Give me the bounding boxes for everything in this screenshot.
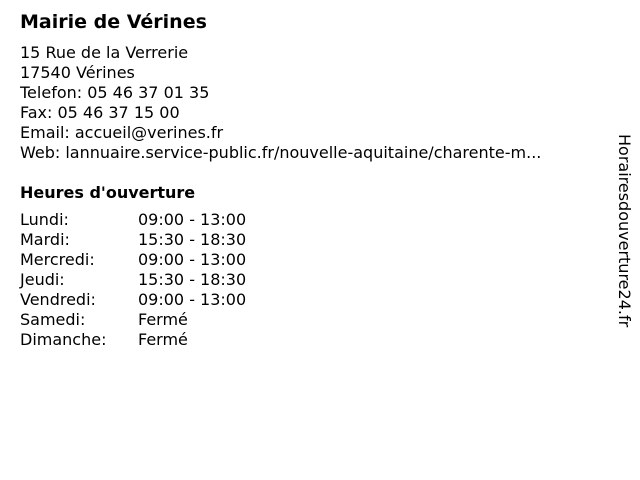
hours-row-saturday: [20, 310, 610, 330]
hours-row-friday: [20, 290, 610, 310]
hours-row-tuesday: [20, 230, 610, 250]
page-title: Mairie de Vérines: [20, 11, 207, 33]
street-address: 15 Rue de la Verrerie: [20, 43, 189, 62]
time-range: 09:00 - 13:00: [138, 250, 247, 269]
phone-number: Telefon: 05 46 37 01 35: [20, 83, 210, 102]
day-label: Mercredi:: [20, 250, 95, 269]
time-range: Fermé: [138, 310, 188, 329]
time-range: 15:30 - 18:30: [138, 270, 247, 289]
opening-hours-list: [20, 210, 610, 350]
day-label: Jeudi:: [20, 270, 65, 289]
hours-row-sunday: [20, 330, 610, 350]
time-range: Fermé: [138, 330, 188, 349]
postal-city: 17540 Vérines: [20, 63, 135, 82]
website-url: Web: lannuaire.service-public.fr/nouvelle-aquitaine/charente-m...: [20, 143, 542, 162]
business-card: [20, 10, 610, 350]
time-range: 15:30 - 18:30: [138, 230, 247, 249]
day-label: Dimanche:: [20, 330, 107, 349]
day-label: Samedi:: [20, 310, 86, 329]
brand-watermark: Horairesdouverture24.fr: [615, 134, 634, 328]
email-address: Email: accueil@verines.fr: [20, 123, 224, 142]
day-label: Lundi:: [20, 210, 69, 229]
opening-hours-heading: Heures d'ouverture: [20, 183, 196, 202]
time-range: 09:00 - 13:00: [138, 290, 247, 309]
hours-row-monday: [20, 210, 610, 230]
day-label: Mardi:: [20, 230, 70, 249]
day-label: Vendredi:: [20, 290, 96, 309]
time-range: 09:00 - 13:00: [138, 210, 247, 229]
address-block: [20, 43, 610, 163]
hours-row-wednesday: [20, 250, 610, 270]
hours-row-thursday: [20, 270, 610, 290]
fax-number: Fax: 05 46 37 15 00: [20, 103, 180, 122]
